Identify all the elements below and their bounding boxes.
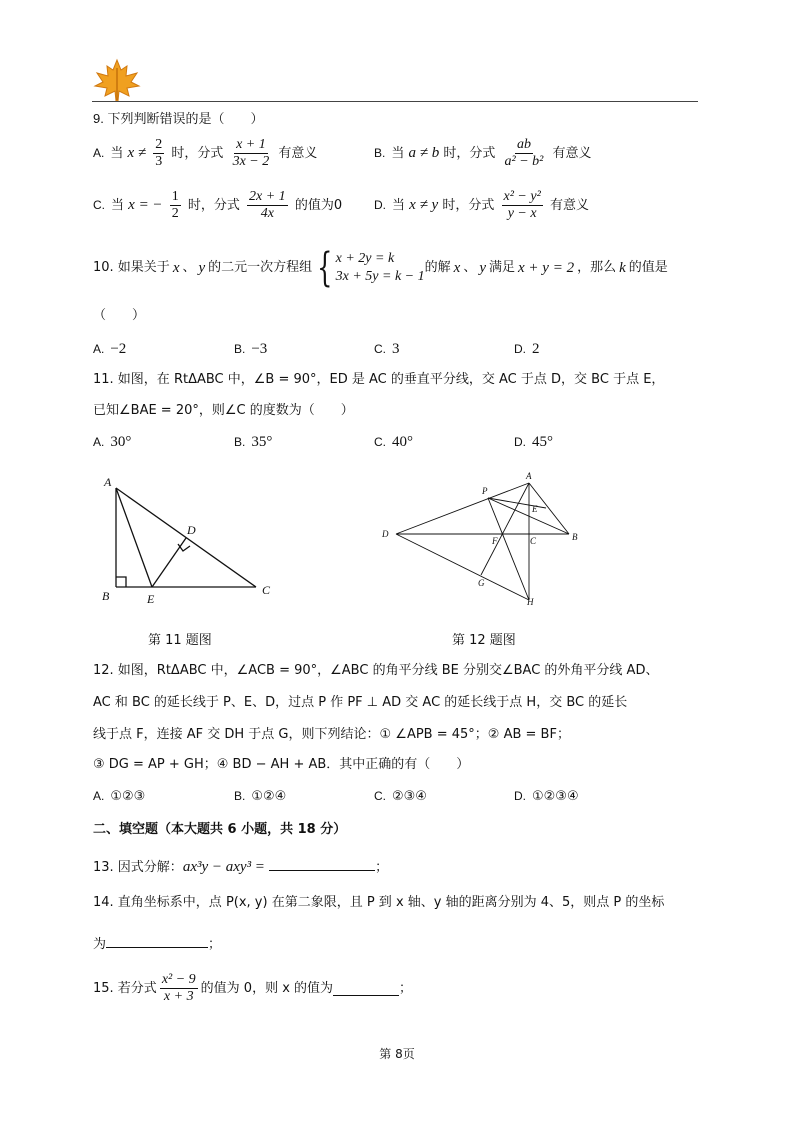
- label-h: H: [527, 597, 534, 607]
- label-b: B: [572, 532, 578, 542]
- figure-11-caption: 第 11 题图: [148, 633, 212, 648]
- q12-option-c: C. ②③④: [374, 789, 427, 804]
- label-c: C: [530, 536, 537, 546]
- q12-option-d: D. ①②③④: [514, 789, 579, 804]
- q11-option-a: A. 30°: [93, 434, 132, 450]
- q10-stem: 10. 如果关于 x 、 y 的二元一次方程组 { x + 2y = k 3x + 5y = k − 1 的解 x 、 y 满足 x + y = 2 ，那么 k 的值是: [93, 245, 668, 291]
- segment-ag: [481, 483, 529, 575]
- q14-answer-blank[interactable]: [106, 933, 208, 948]
- q12-line3: 线于点 F，连接 AF 交 DH 于点 G，则下列结论：① ∠APB = 45°；② AB = BF；: [93, 727, 570, 742]
- q10-option-d: D. 2: [514, 341, 540, 357]
- label-p: P: [482, 486, 488, 496]
- figure-12-caption: 第 12 题图: [452, 633, 516, 648]
- q13-answer-blank[interactable]: [269, 856, 375, 871]
- q14-line2: 为 ；: [93, 933, 221, 954]
- figure-11: [98, 470, 283, 605]
- q11-line1: 11. 如图，在 RtΔABC 中，∠B = 90°，ED 是 AC 的垂直平分线，交 AC 于点 D，交 BC 于点 E，: [93, 372, 665, 387]
- q15: 15. 若分式 $\frac{\text{x² − 9}}{x + 3}$ 的值为 0，则 x 的值为 ；: [93, 972, 413, 1004]
- equation-system: { x + 2y = k 3x + 5y = k − 1: [317, 245, 425, 291]
- segment-ae: [116, 488, 152, 587]
- segment-dh: [396, 534, 529, 600]
- label-e: E: [532, 504, 538, 514]
- q9-option-c: C. 当 x = − $\frac{1}{2}$ 时，分式 $\frac{2x + 1}{4x}$ 的值为0: [93, 189, 343, 221]
- segment-ed: [152, 538, 186, 587]
- q13: 13. 因式分解：ax³y − axy³ = ；: [93, 856, 388, 877]
- segment-ac: [116, 488, 256, 587]
- q11-line2: 已知∠BAE = 20°，则∠C 的度数为（ ）: [93, 403, 354, 418]
- section-2-title: 二、填空题（本大题共 6 小题，共 18 分）: [93, 822, 347, 837]
- q9-option-d: D. 当 x ≠ y 时，分式 $\frac{\text{x² − y²}}{y - x}$ 有意义: [374, 189, 589, 221]
- q11-option-d: D. 45°: [514, 434, 553, 450]
- label-a: A: [104, 475, 112, 489]
- maple-leaf-logo: [93, 58, 141, 102]
- right-angle-b: [116, 577, 126, 587]
- label-d: D: [382, 529, 389, 539]
- segment-da: [396, 483, 529, 534]
- label-c: C: [262, 583, 271, 597]
- q11-option-c: C. 40°: [374, 434, 413, 450]
- q10-option-c: C. 3: [374, 341, 400, 357]
- q12-option-a: A. ①②③: [93, 789, 146, 804]
- q10-option-a: A. −2: [93, 341, 127, 357]
- header-rule: [92, 101, 698, 102]
- q12-line2: AC 和 BC 的延长线于 P、E、D，过点 P 作 PF ⊥ AD 交 AC 的延长线于点 H，交 BC 的延长: [93, 695, 628, 710]
- label-a: A: [526, 471, 532, 481]
- label-g: G: [478, 578, 485, 588]
- figure-12: [376, 468, 586, 608]
- right-angle-d: [178, 544, 190, 551]
- q11-option-b: B. 35°: [234, 434, 273, 450]
- q9-option-b: B. 当 a ≠ b 时，分式 $\frac{ab}{\text{a² − b²}}$ 有意义: [374, 137, 592, 169]
- q12-option-b: B. ①②④: [234, 789, 287, 804]
- q12-line4: ③ DG = AP + GH；④ BD − AH + AB．其中正确的有（ ）: [93, 757, 470, 772]
- q12-line1: 12. 如图，RtΔABC 中，∠ACB = 90°，∠ABC 的角平分线 BE 分别交∠BAC 的外角平分线 AD、: [93, 663, 659, 678]
- label-f: F: [492, 536, 498, 546]
- label-e: E: [147, 592, 155, 605]
- q14-line1: 14. 直角坐标系中，点 P(x, y) 在第二象限，且 P 到 x 轴、y 轴的距离分别为 4、5，则点 P 的坐标: [93, 895, 665, 910]
- q10-paren: （ ）: [93, 308, 146, 323]
- page-number: 第 8页: [379, 1047, 415, 1061]
- q10-option-b: B. −3: [234, 341, 268, 357]
- q9-option-a: A. 当 x ≠ $\frac{2}{3}$ 时，分式 $\frac{x + 1}{3x - 2}$ 有意义: [93, 137, 318, 169]
- label-d: D: [187, 523, 196, 537]
- q9-stem: 9. 下列判断错误的是（ ）: [93, 111, 264, 126]
- q15-answer-blank[interactable]: [333, 981, 399, 996]
- label-b: B: [102, 589, 110, 603]
